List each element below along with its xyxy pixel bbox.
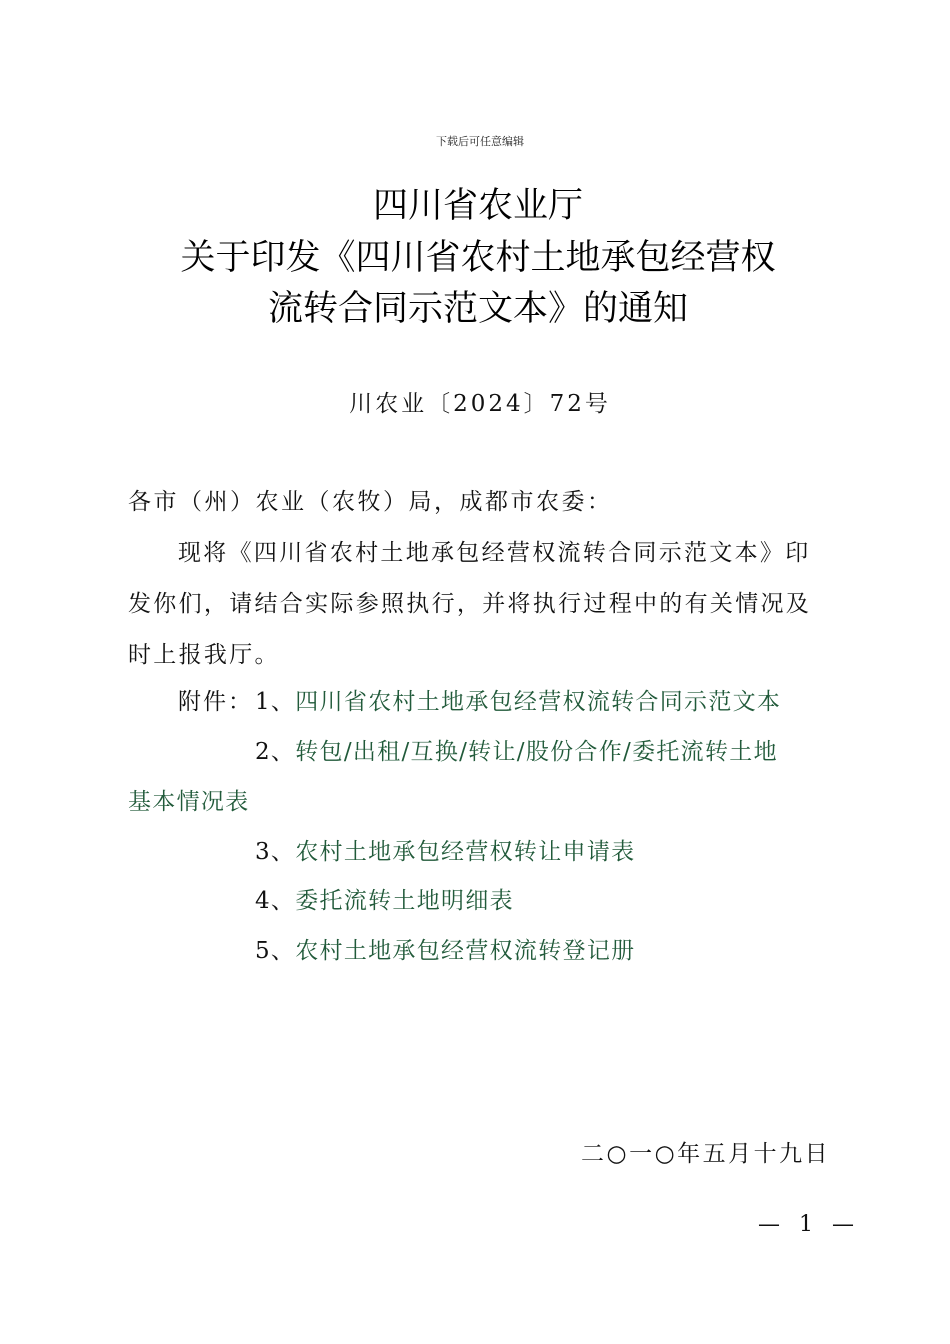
attachment-link[interactable]: 农村土地承包经营权流转登记册 — [295, 938, 636, 964]
attachment-item-5[interactable] — [255, 936, 635, 966]
header-note: 下载后可任意编辑 — [436, 135, 524, 148]
attachment-item-2[interactable] — [255, 737, 778, 767]
attachment-link[interactable]: 农村土地承包经营权转让申请表 — [295, 839, 636, 865]
attachment-item-2-continued[interactable] — [128, 787, 250, 817]
title-line-2: 关于印发《四川省农村土地承包经营权 — [180, 238, 776, 278]
attachment-number: 1、 — [255, 689, 296, 715]
attachment-number: 5、 — [255, 938, 296, 964]
attachment-number: 2、 — [255, 739, 296, 765]
attachments-label: 附件： — [178, 689, 253, 715]
attachment-item-4[interactable] — [255, 886, 514, 916]
paragraph-line-2: 发你们，请结合实际参照执行，并将执行过程中的有关情况及 — [128, 591, 812, 617]
attachment-number: 4、 — [255, 888, 296, 914]
issue-date: 二○一○年五月十九日 — [581, 1141, 831, 1167]
attachment-link[interactable]: 基本情况表 — [128, 789, 250, 815]
attachment-link[interactable]: 四川省农村土地承包经营权流转合同示范文本 — [295, 689, 782, 715]
attachment-item-1[interactable] — [255, 687, 781, 717]
attachment-link[interactable]: 委托流转土地明细表 — [295, 888, 514, 914]
attachment-item-3[interactable] — [255, 837, 635, 867]
title-line-3: 流转合同示范文本》的通知 — [267, 289, 688, 329]
greeting: 各市（州）农业（农牧）局，成都市农委： — [128, 489, 613, 515]
attachment-link[interactable]: 转包/出租/互换/转让/股份合作/委托流转土地 — [295, 739, 778, 765]
document-number: 川农业〔2024〕72号 — [349, 391, 611, 417]
attachment-number: 3、 — [255, 839, 296, 865]
page-number: — 1 — — [758, 1212, 860, 1237]
paragraph-line-1: 现将《四川省农村土地承包经营权流转合同示范文本》印 — [178, 540, 811, 566]
paragraph-line-3: 时上报我厅。 — [128, 642, 280, 668]
title-line-1: 四川省农业厅 — [372, 186, 583, 226]
